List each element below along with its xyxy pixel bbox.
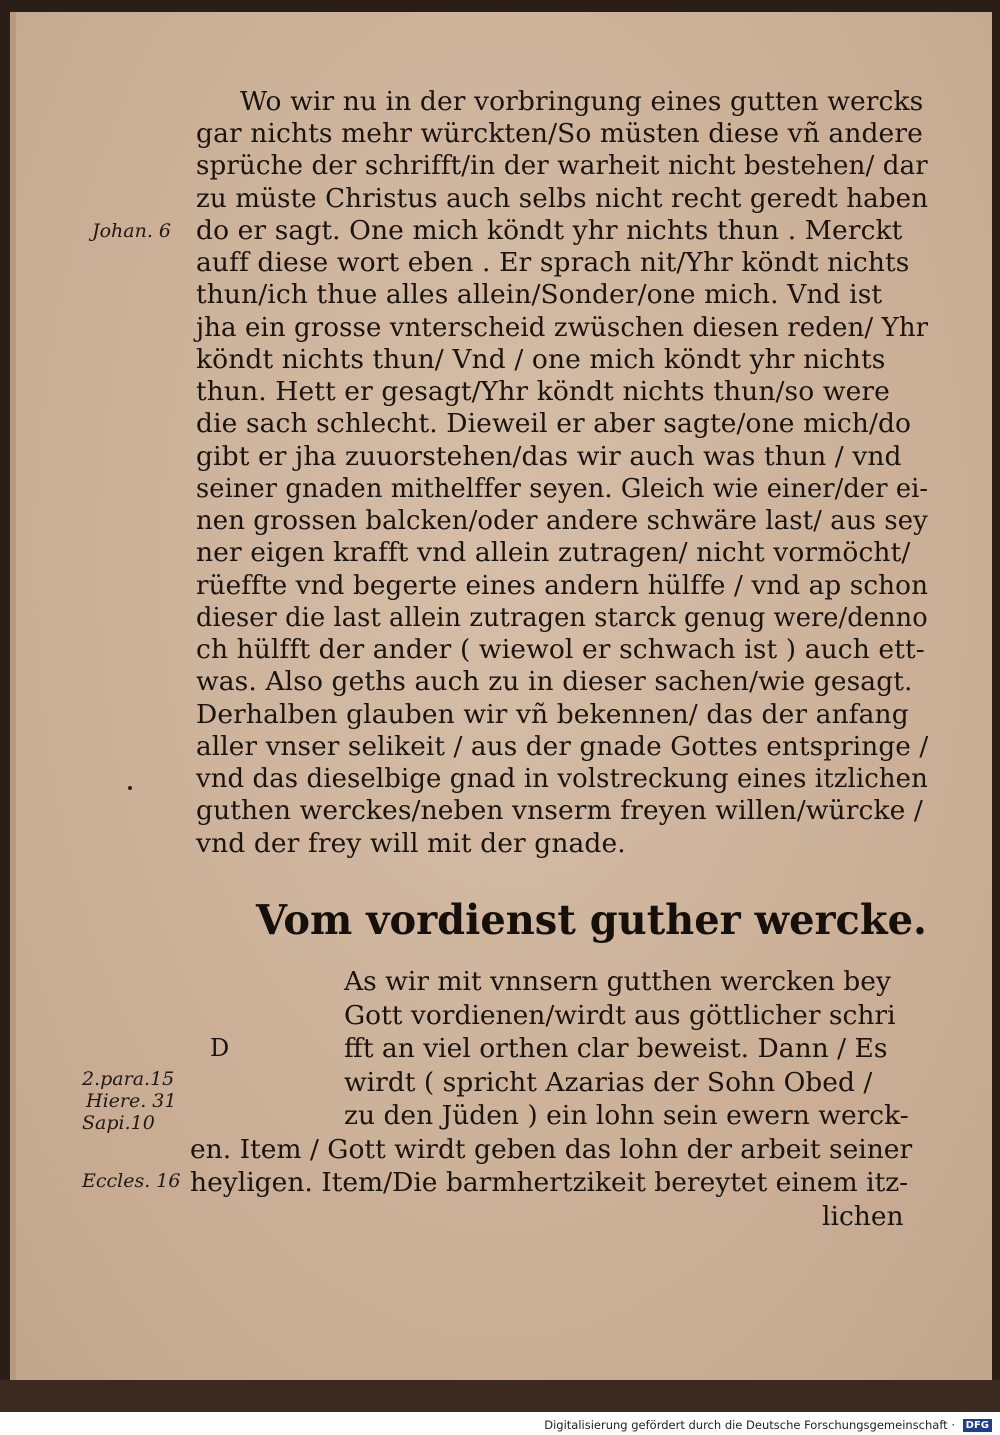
- text-line: do er sagt. One mich köndt yhr nichts thun . Merckt: [196, 215, 903, 246]
- page-edge: [10, 12, 16, 1380]
- text-line: zu müste Christus auch selbs nicht recht geredt haben: [196, 183, 929, 214]
- text-line: rüeffte vnd begerte eines andern hülffe / vnd ap schon: [196, 570, 929, 601]
- dfg-logo: DFG: [963, 1419, 992, 1432]
- section-heading: Vom vordienst guther wercke.: [256, 896, 927, 944]
- text-line: wirdt ( spricht Azarias der Sohn Obed /: [344, 1067, 873, 1098]
- text-line: aller vnser selikeit / aus der gnade Gottes entspringe /: [196, 731, 929, 762]
- text-line: vnd der frey will mit der gnade.: [196, 828, 626, 859]
- margin-dot: [128, 786, 132, 790]
- text-line: auff diese wort eben . Er sprach nit/Yhr köndt nichts: [196, 247, 910, 278]
- text-line: seiner gnaden mithelffer seyen. Gleich wie einer/der ei-: [196, 473, 929, 504]
- text-line: zu den Jüden ) ein lohn sein ewern werck-: [344, 1100, 909, 1131]
- text-line: gar nichts mehr würckten/So müsten diese vñ andere: [196, 118, 923, 149]
- text-line: fft an viel orthen clar beweist. Dann / Es: [344, 1033, 888, 1064]
- margin-note-para: 2.para.15: [82, 1068, 175, 1090]
- text-line: thun/ich thue alles allein/Sonder/one mich. Vnd ist: [196, 279, 883, 310]
- margin-note-johan: Johan. 6: [92, 220, 172, 242]
- text-line: nen grossen balcken/oder andere schwäre last/ aus sey: [196, 505, 928, 536]
- text-line: Gott vordienen/wirdt aus göttlicher schri: [344, 1000, 896, 1031]
- margin-note-hiere: Hiere. 31: [86, 1090, 177, 1112]
- text-line: sprüche der schrifft/in der warheit nicht bestehen/ dar: [196, 150, 928, 181]
- text-line: heyligen. Item/Die barmhertzikeit bereytet einem itz-: [190, 1167, 909, 1198]
- margin-note-sapi: Sapi.10: [82, 1112, 155, 1134]
- text-line: Derhalben glauben wir vñ bekennen/ das der anfang: [196, 699, 909, 730]
- text-line: As wir mit vnnsern gutthen wercken bey: [344, 966, 891, 997]
- margin-note-eccles: Eccles. 16: [82, 1170, 181, 1192]
- text-line: en. Item / Gott wirdt geben das lohn der arbeit seiner: [190, 1134, 913, 1165]
- text-line: ch hülfft der ander ( wiewol er schwach ist ) auch ett-: [196, 634, 925, 665]
- text-line: köndt nichts thun/ Vnd / one mich köndt yhr nichts: [196, 344, 886, 375]
- footer-text: Digitalisierung gefördert durch die Deutsche Forschungsgemeinschaft ·: [544, 1418, 955, 1432]
- text-line: ner eigen krafft vnd allein zutragen/ nicht vormöcht/: [196, 537, 911, 568]
- text-line: was. Also geths auch zu in dieser sachen/wie gesagt.: [196, 666, 913, 697]
- text-line: dieser die last allein zutragen starck genug were/denno: [196, 602, 928, 633]
- initial-letter: D: [210, 1034, 230, 1062]
- text-line: Wo wir nu in der vorbringung eines gutten wercks: [240, 86, 924, 117]
- text-line: vnd das dieselbige gnad in volstreckung eines itzlichen: [196, 763, 928, 794]
- text-line: gibt er jha zuuorstehen/das wir auch was thun / vnd: [196, 441, 902, 472]
- text-line: lichen: [822, 1201, 904, 1232]
- text-line: die sach schlecht. Dieweil er aber sagte/one mich/do: [196, 408, 912, 439]
- text-line: guthen werckes/neben vnserm freyen willen/würcke /: [196, 795, 923, 826]
- text-line: jha ein grosse vnterscheid zwüschen diesen reden/ Yhr: [196, 312, 929, 343]
- text-line: thun. Hett er gesagt/Yhr köndt nichts thun/so were: [196, 376, 890, 407]
- footer-credit: [544, 1416, 992, 1434]
- scan-bottom-band: [0, 1380, 1000, 1412]
